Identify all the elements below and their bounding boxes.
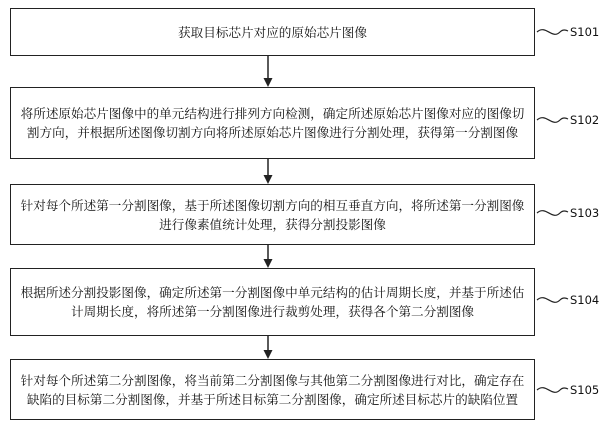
step-id-s102: S102 (570, 113, 600, 127)
arrowhead-s104-s105 (264, 350, 273, 359)
leader-s101 (537, 30, 568, 35)
step-text-s104: 根据所述分割投影图像，确定所述第一分割图像中单元结构的估计周期长度，并基于所述估计周期长度，将所述第一分割图像进行裁剪处理，获得各个第二分割图像 (20, 285, 525, 319)
leader-s102 (537, 118, 568, 123)
arrowhead-s101-s102 (264, 78, 273, 87)
step-text-s101: 获取目标芯片对应的原始芯片图像 (178, 24, 367, 40)
step-id-s104: S104 (570, 293, 600, 307)
step-box-s105 (10, 359, 535, 420)
step-box-s104 (10, 268, 535, 336)
step-box-s103 (10, 184, 535, 245)
arrowhead-s103-s104 (264, 259, 273, 268)
leader-s104 (537, 298, 568, 303)
step-text-s105: 针对每个所述第二分割图像，将当前第二分割图像与其他第二分割图像进行对比，确定存在缺陷的目标第二分割图像，并基于所述目标第二分割图像，确定所述目标芯片的缺陷位置 (20, 372, 525, 407)
step-text-s103: 针对每个所述第一分割图像，基于所述图像切割方向的相互垂直方向，将所述第一分割图像进行像素值统计处理，获得分割投影图像 (20, 197, 525, 232)
leader-s103 (537, 211, 568, 216)
step-id-s105: S105 (570, 383, 600, 397)
step-box-s102 (10, 87, 535, 159)
step-id-s101: S101 (570, 25, 600, 39)
step-id-s103: S103 (570, 206, 600, 220)
leader-s105 (537, 388, 568, 393)
step-box-s101 (10, 8, 535, 56)
step-text-s102: 将所述原始芯片图像中的单元结构进行排列方向检测，确定所述原始芯片图像对应的图像切割方向，并根据所述图像切割方向将所述原始芯片图像进行分割处理，获得第一分割图像 (20, 106, 525, 140)
arrowhead-s102-s103 (264, 175, 273, 184)
